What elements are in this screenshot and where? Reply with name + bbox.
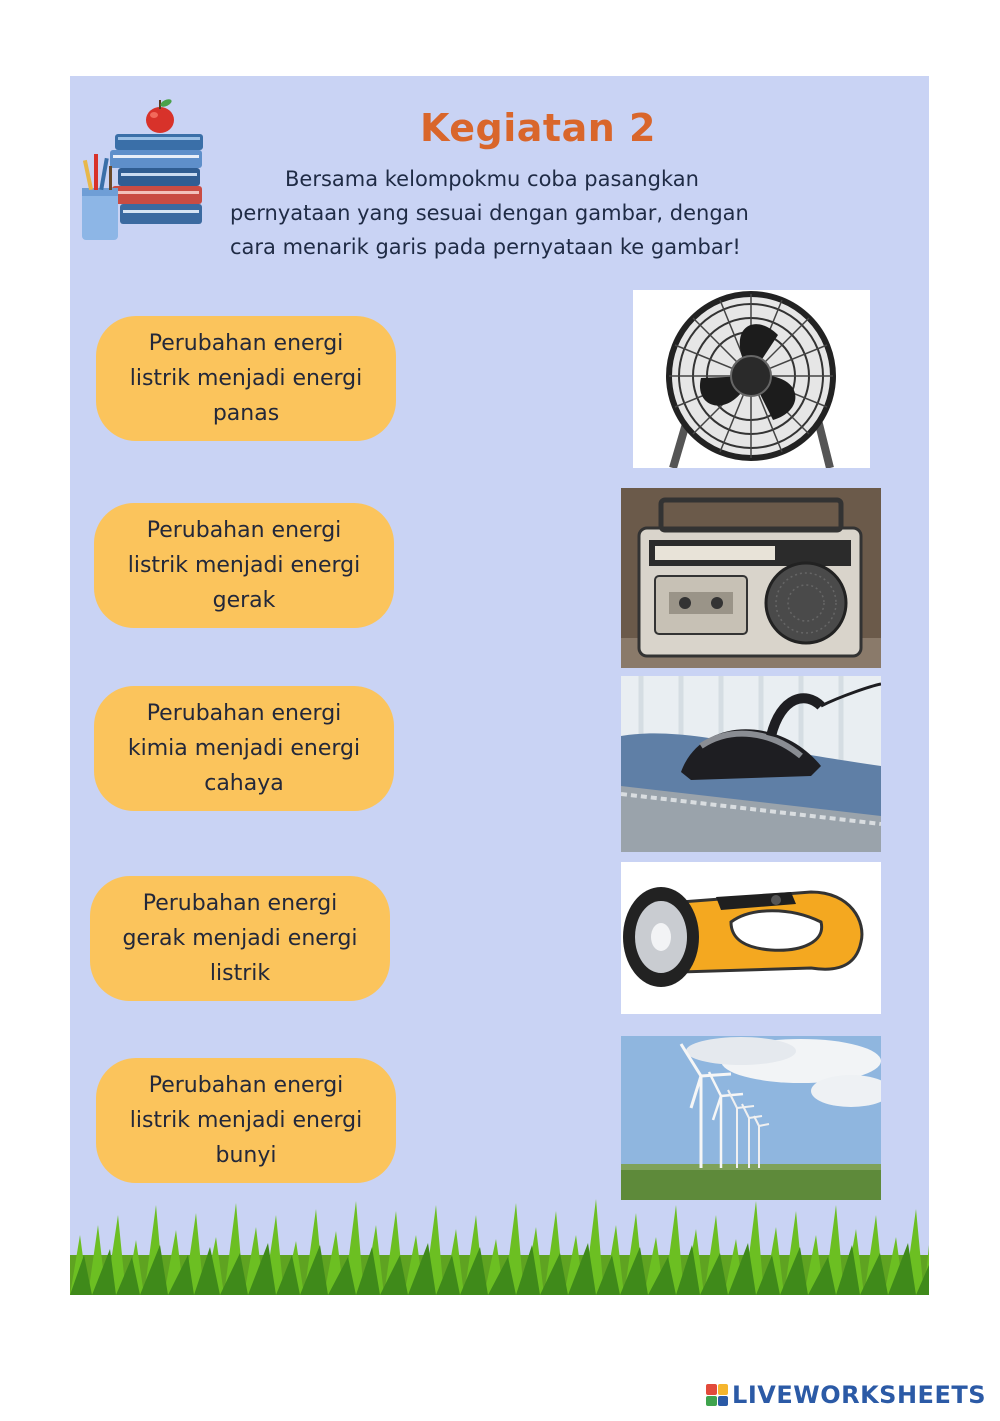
- statement-line: Perubahan energi: [142, 891, 338, 916]
- statement-line: panas: [212, 401, 280, 426]
- activity-title: Kegiatan 2: [420, 106, 656, 150]
- instruction-line: Bersama kelompokmu coba pasangkan: [285, 167, 699, 191]
- statement-line: listrik: [209, 961, 271, 986]
- flashlight-photo[interactable]: [621, 862, 881, 1014]
- statement-line: gerak menjadi energi: [122, 926, 358, 951]
- statement-line: Perubahan energi: [148, 331, 344, 356]
- wind-turbine-icon: [621, 1036, 881, 1200]
- statement-card-1[interactable]: [96, 316, 396, 441]
- statement-line: kimia menjadi energi: [127, 736, 361, 761]
- statement-line: Perubahan energi: [146, 701, 342, 726]
- statement-line: gerak: [212, 588, 276, 613]
- statement-card-5[interactable]: [96, 1058, 396, 1183]
- statement-line: Perubahan energi: [148, 1073, 344, 1098]
- books-apple-illustration: [80, 82, 205, 247]
- statement-card-2[interactable]: [94, 503, 394, 628]
- statement-line: listrik menjadi energi: [129, 1108, 363, 1133]
- brand-logo-icon: [706, 1384, 728, 1406]
- statement-line: bunyi: [215, 1143, 277, 1168]
- clothes-iron-icon: [621, 676, 881, 852]
- grass-border: [70, 1185, 929, 1295]
- brand-footer: [706, 1381, 986, 1409]
- radio-cassette-icon: [621, 488, 881, 668]
- instruction-text: [230, 162, 890, 264]
- worksheet: [70, 76, 929, 1295]
- statement-card-4[interactable]: [90, 876, 390, 1001]
- fan-photo[interactable]: [633, 290, 870, 468]
- radio-cassette-photo[interactable]: [621, 488, 881, 668]
- statement-line: cahaya: [204, 771, 284, 796]
- instruction-line: cara menarik garis pada pernyataan ke gambar!: [230, 235, 741, 259]
- statement-line: listrik menjadi energi: [127, 553, 361, 578]
- statement-card-3[interactable]: [94, 686, 394, 811]
- statement-line: listrik menjadi energi: [129, 366, 363, 391]
- instruction-line: pernyataan yang sesuai dengan gambar, dengan: [230, 201, 749, 225]
- flashlight-icon: [621, 862, 881, 1014]
- clothes-iron-photo[interactable]: [621, 676, 881, 852]
- statement-line: Perubahan energi: [146, 518, 342, 543]
- brand-name: LIVEWORKSHEETS: [732, 1381, 986, 1409]
- wind-turbine-photo[interactable]: [621, 1036, 881, 1200]
- fan-icon: [633, 290, 870, 468]
